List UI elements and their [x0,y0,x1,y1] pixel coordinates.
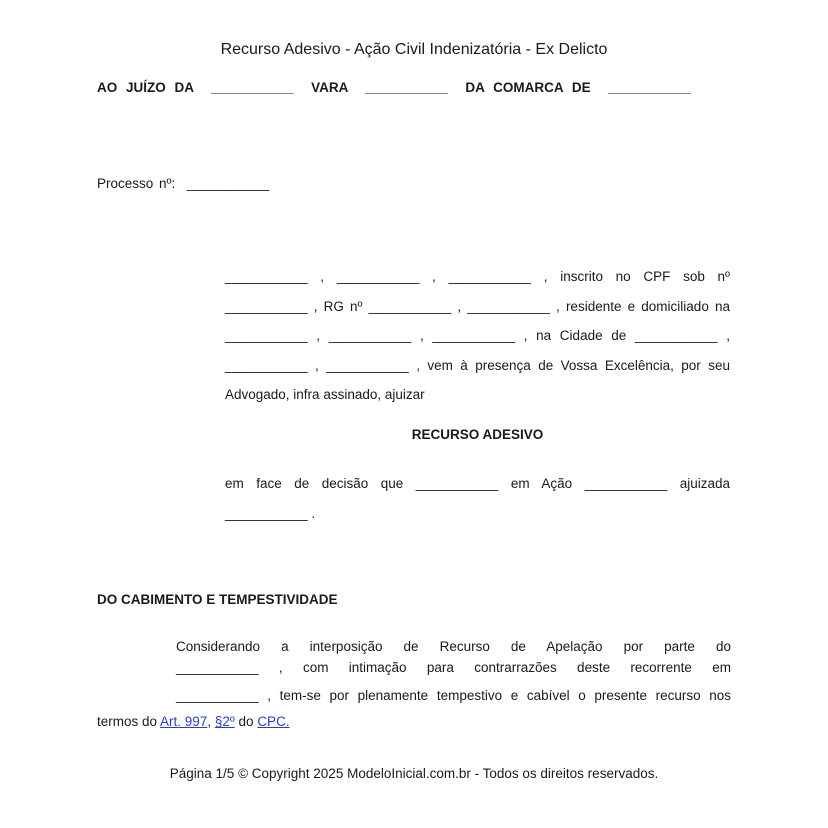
section-heading-cabimento: DO CABIMENTO E TEMPESTIVIDADE [97,592,338,607]
link-cpc[interactable]: CPC. [257,714,290,729]
text-segment: termos do [97,714,161,729]
text-line: ___________ , ___________ , vem à presença de Vossa Excelência, por seu [225,357,730,373]
text-line [97,714,290,729]
text-line: Considerando a interposição de Recurso de Apelação por parte do [176,639,731,654]
text-line: ___________ , com intimação para contrarrazões deste recorrente em [176,660,731,675]
link-art-997[interactable]: Art. 997 [160,714,208,729]
process-number-line: Processo nº: ___________ [97,176,270,191]
text-line: em face de decisão que ___________ em Ação ___________ ajuizada [225,476,730,491]
party-qualification-paragraph [225,262,730,410]
text-line: ___________ , ___________ , ___________ , inscrito no CPF sob nº [225,269,730,284]
recurso-adesivo-heading: RECURSO ADESIVO [411,427,544,442]
text-segment: do [234,714,258,729]
text-line: ___________ , RG nº ___________ , ___________ , residente e domiciliado na [225,298,730,314]
statute-reference-line [97,714,290,729]
court-address-line: AO JUÍZO DA ___________ VARA ___________ DA COMARCA DE ___________ [97,80,691,95]
text-line: ___________ , tem-se por plenamente tempestivo e cabível o presente recurso nos [176,688,731,703]
text-line: ___________ . [225,505,316,521]
document-title: Recurso Adesivo - Ação Civil Indenizatória - Ex Delicto [220,41,608,58]
text-line: ___________ , ___________ , ___________ , na Cidade de ___________ , [225,328,730,343]
page-footer: Página 1/5 © Copyright 2025 ModeloInicial.com.br - Todos os direitos reservados. [169,766,659,781]
link-paragrafo-2[interactable]: §2º [214,714,235,729]
text-segment: , [207,714,215,729]
tempestividade-paragraph [176,636,731,706]
text-line: Advogado, infra assinado, ajuizar [225,387,425,402]
decision-paragraph [225,469,730,528]
